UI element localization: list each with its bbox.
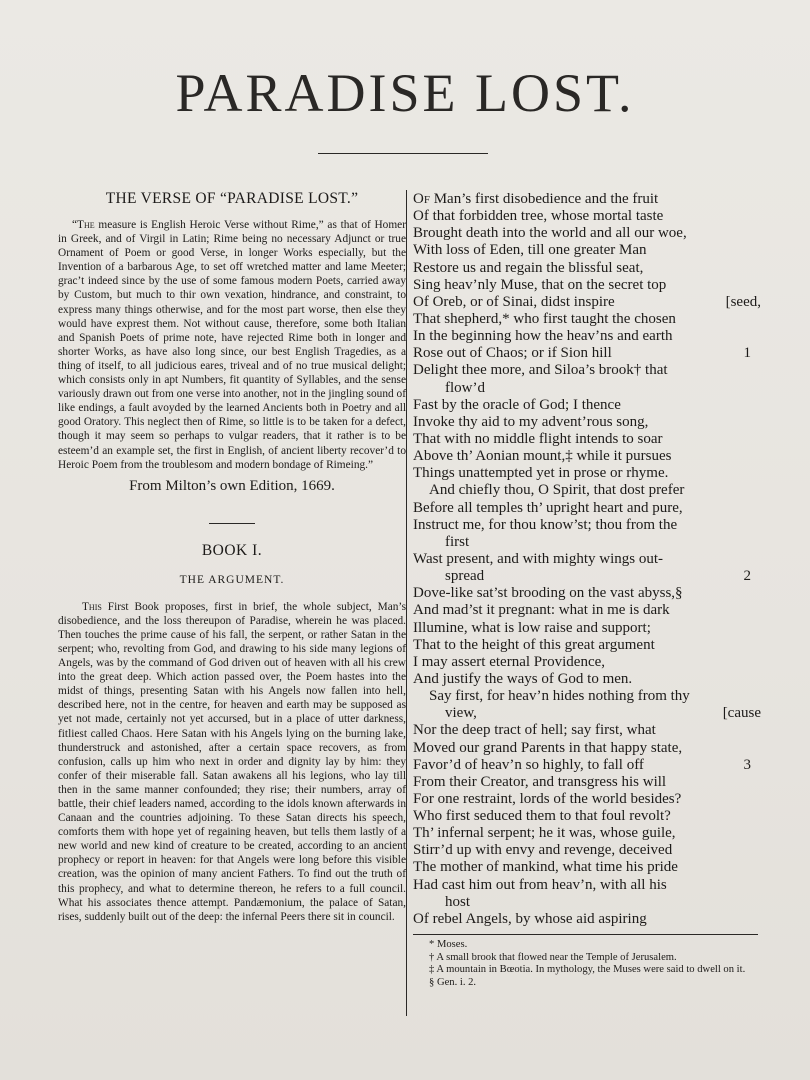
poem-line [413,585,763,602]
poem-line-text [445,568,484,585]
poem-line-body: Wast present, and with mighty wings out- [413,550,664,567]
poem-line [413,345,763,362]
argument-text-body: First Book proposes, first in brief, the whole subject, Man’s disobedience, and the loss thereupon of Paradise, wherein he was placed. Then touches the prime cause of his fall, the serpent, or rather Satan in the serpent; who, revolting from God, and drawing to his side many legions of Angels, was by the command of God driven out of heaven with all his crew into the great deep. Which action passed over, the Poem hastes into the midst of things, presenting Satan with his Angels now fallen into hell, described here, not in the centre, for heaven and earth may be supposed as yet not made, certainly not yet accursed, but in a place of utter darkness, fitliest called Chaos. Here Satan with his Angels lying on the burning lake, thunderstruck and astonished, after a certain space recovers, as from confusion, calls up him who next in order and dignity lay by him: they confer of their miserable fall. Satan awakens all his legions, who lay till then in the same manner confounded; they rise; their numbers, array of battle, their chief leaders named, according to the idols known afterwards in Canaan and the countries adjoining. To these Satan directs his speech, comforts them with hope yet of regaining heaven, but tells them lastly of a new world and new kind of creature to be created, according to an ancient prophecy or report in heaven: for that Angels were long before this visible creation, was the opinion of many ancient Fathers. To find out the truth of this prophecy, and what to determine thereon, he refers to a full council. What his associates thence attempt. Pandæmonium, the palace of Satan, rises, suddenly built out of the deep: the infernal Peers there sit in council. [58,600,406,923]
argument-text [58,600,406,924]
poem-line [413,482,763,499]
poem-line-body: Restore us and regain the blissful seat, [413,259,644,276]
poem-line-text [445,894,470,911]
poem-line-body: Fast by the oracle of God; I thence [413,396,621,413]
footnote: § Gen. i. 2. [429,976,477,988]
poem-line-text [413,585,683,602]
poem-line [413,517,763,534]
poem-line [413,500,763,517]
poem-line-text [413,242,647,259]
poem-line-body: Who first seduced them to that foul revolt? [413,808,671,825]
poem-line-text [413,757,644,774]
poem-line-text [413,311,676,328]
poem-line-body: Nor the deep tract of hell; say first, what [413,722,656,739]
poem-line-text [413,448,671,465]
poem-line-text [413,859,678,876]
poem-line [413,808,763,825]
poem-line-text [413,431,663,448]
poem-line-body: And chiefly thou, O Spirit, that dost prefer [429,482,685,499]
poem-line-body: I may assert eternal Providence, [413,653,606,670]
line-number: 1 [743,345,751,362]
line-number: 2 [743,568,751,585]
poem-line-text [445,705,477,722]
poem-line-body: That shepherd,* who first taught the chosen [413,310,676,327]
poem-line [413,242,763,259]
page-title: PARADISE LOST. [175,63,635,123]
poem-line-body: Favor’d of heav’n so highly, to fall off [413,756,644,773]
poem-line-text [413,877,667,894]
poem-line [413,294,763,311]
poem-line [413,534,763,551]
poem-line-body: Above th’ Aonian mount,‡ while it pursues [413,448,672,465]
poem-line [413,705,763,722]
poem-line-body: Delight thee more, and Siloa’s brook† that [413,362,668,379]
poem-line [413,757,763,774]
poem-line [413,894,763,911]
poem-line-text [413,465,668,482]
poem-line [413,688,763,705]
poem-line [413,328,763,345]
poem-line-body: Of Oreb, or of Sinai, didst inspire [413,293,615,310]
poem-line-body: Of that forbidden tree, whose mortal taste [413,208,664,225]
poem-line-text [413,260,643,277]
line-number: 3 [743,756,751,773]
poem-line [413,654,763,671]
poem-line-body: spread [445,568,485,585]
poem-line-body: In the beginning how the heav’ns and earth [413,328,673,345]
left-column [58,186,406,924]
poem-line-body: Had cast him out from heav’n, with all his [413,876,667,893]
poem-line-body: first [445,533,470,550]
footnotes [413,939,763,989]
poem-line [413,637,763,654]
poem-line [413,208,763,225]
poem-line-body: With loss of Eden, till one greater Man [413,242,647,259]
poem-line [413,791,763,808]
poem-line [413,671,763,688]
poem-line [413,774,763,791]
poem-line-text [429,688,690,705]
poem-line-body: Invoke thy aid to my advent’rous song, [413,413,649,430]
footnote: ‡ A mountain in Bœotia. In mythology, the Muses were said to dwell on it. [429,964,746,976]
footnote-rule [413,934,758,935]
poem-line-body: And mad’st it pregnant: what in me is dark [413,602,670,619]
poem-line-body: Brought death into the world and all our woe, [413,225,687,242]
verse-text-body: measure is English Heroic Verse without Rime,” as that of Homer in Greek, and of Virgil in Latin; Rime being no necessary Adjunct or true Ornament of Poem or good Verse, in longer Works especially, but the Invention of a barbarous Age, to set off wretched matter and lame Meeter; grac’t indeed since by the use of some famous modern Poets, carried away by Custom, but much to thir own vexation, hindrance, and constraint, to express many things otherwise, and for the most part worse, then else they would have exprest them. Not without cause, therefore, some both Italian and Spanish Poets of prime note, have rejected Rime both in longer and shorter Works, as have also long since, our best English Tragedies, as a thing of itself, to all judicious eares, triveal and of no true musical delight; which consists only in apt Numbers, fit quantity of Syllables, and the sense variously drawn out from one verse into another, not in the jingling sound of like endings, a fault avoyded by the learned Ancients both in Poetry and all good Oratory. This neglect then of Rime, so little is to be taken for a defect, though it may seem so perhaps to vulgar readers, that it rather is to be esteem’d an example set, the first in English, of ancient liberty recover’d to Heroic Poem from the troublesom and modern bondage of Rimeing.” [58,219,406,471]
title-rule [318,153,488,154]
book-heading: BOOK I. [201,541,263,559]
poem-line-body: Stirr’d up with envy and revenge, deceived [413,842,673,859]
poem-line-body: Th’ infernal serpent; he it was, whose guile, [413,825,676,842]
poem-line-text [413,654,605,671]
verse-section-text [58,218,406,472]
poem-line-body: Before all temples th’ upright heart and pure, [413,499,683,516]
poem-line-text [413,345,612,362]
poem-line-text [445,380,485,397]
poem-line-text [413,414,648,431]
poem-line-text [413,208,663,225]
poem-line-text [413,722,656,739]
argument-heading: THE ARGUMENT. [179,573,285,586]
poem-line [413,277,763,294]
poem-line-body: Sing heav’nly Muse, that on the secret top [413,276,667,293]
poem-line [413,568,763,585]
line-overflow-word: [seed, [725,293,761,310]
poem-line-text [413,671,632,688]
poem-line-body: For one restraint, lords of the world besides? [413,790,682,807]
poem-line [413,448,763,465]
poem-line-body: From their Creator, and transgress his will [413,773,667,790]
poem-line-text [429,482,684,499]
poem-line-text [413,740,682,757]
poem-line-body: host [445,893,471,910]
poem-line [413,620,763,637]
poem-line-text [413,620,651,637]
poem-line-text [413,294,615,311]
poem-line [413,362,763,379]
poem-line [413,380,763,397]
poem-line-body: Things unattempted yet in prose or rhyme. [413,465,669,482]
poem-line [413,740,763,757]
poem-line [413,911,763,928]
poem-line [413,414,763,431]
poem-line-text [413,551,663,568]
poem-line-text [445,534,469,551]
poem-line [413,551,763,568]
poem-line-body: Instruct me, for thou know’st; thou from the [413,516,678,533]
poem-line-body: That to the height of this great argument [413,636,655,653]
poem-line-text [413,517,677,534]
poem-line-text [413,362,668,379]
poem-line [413,397,763,414]
poem-line-text [413,808,671,825]
poem-line-body: Of rebel Angels, by whose aid aspiring [413,910,647,927]
poem-line-text [413,842,672,859]
poem-line [413,431,763,448]
poem-line-body: And justify the ways of God to men. [413,670,633,687]
section-rule [209,523,255,524]
argument-text-lead: This [82,600,102,613]
poem-line-text [413,225,687,242]
poem-line [413,842,763,859]
verse-text-lead: “The [72,219,95,231]
poem-line-text [413,911,647,928]
poem-line [413,877,763,894]
verse-section-heading: THE VERSE OF “PARADISE LOST.” [105,190,359,207]
poem-line-text [413,637,655,654]
poem-line-body: Illumine, what is low raise and support; [413,619,651,636]
footnote: † A small brook that flowed near the Temple of Jerusalem. [429,951,677,963]
poem-line [413,260,763,277]
poem-line-lead: Of [413,191,430,207]
poem-line-text [413,825,676,842]
poem-line [413,191,763,208]
poem-line-text [413,774,666,791]
poem-line-body: Dove-like sat’st brooding on the vast abyss,§ [413,585,683,602]
poem-line-body: Man’s first disobedience and the fruit [429,191,659,207]
verse-citation: From Milton’s own Edition, 1669. [129,477,335,494]
poem-line [413,225,763,242]
poem-line [413,825,763,842]
poem-line-text [413,397,621,414]
poem-line [413,602,763,619]
poem-line [413,465,763,482]
poem-line-body: Moved our grand Parents in that happy state, [413,739,683,756]
line-overflow-word: [cause [722,705,761,722]
poem-line [413,722,763,739]
poem-line-body: The mother of mankind, what time his pride [413,859,678,876]
right-column [413,191,763,989]
poem-line-text [413,277,666,294]
poem-line [413,311,763,328]
poem-line [413,859,763,876]
poem-line-body: Say first, for heav’n hides nothing from thy [429,688,690,705]
poem-line-body: Rose out of Chaos; or if Sion hill [413,345,612,362]
poem-line-text [413,328,673,345]
poem-line-text [413,791,681,808]
poem-line-text [413,191,658,208]
column-divider [406,190,407,1016]
poem-line-body: view, [445,705,477,722]
poem-line-text [413,602,670,619]
poem-text [413,191,763,928]
poem-line-body: flow’d [445,379,485,396]
poem-line-body: That with no middle flight intends to soar [413,430,663,447]
poem-line-text [413,500,683,517]
footnote: * Moses. [429,939,468,951]
